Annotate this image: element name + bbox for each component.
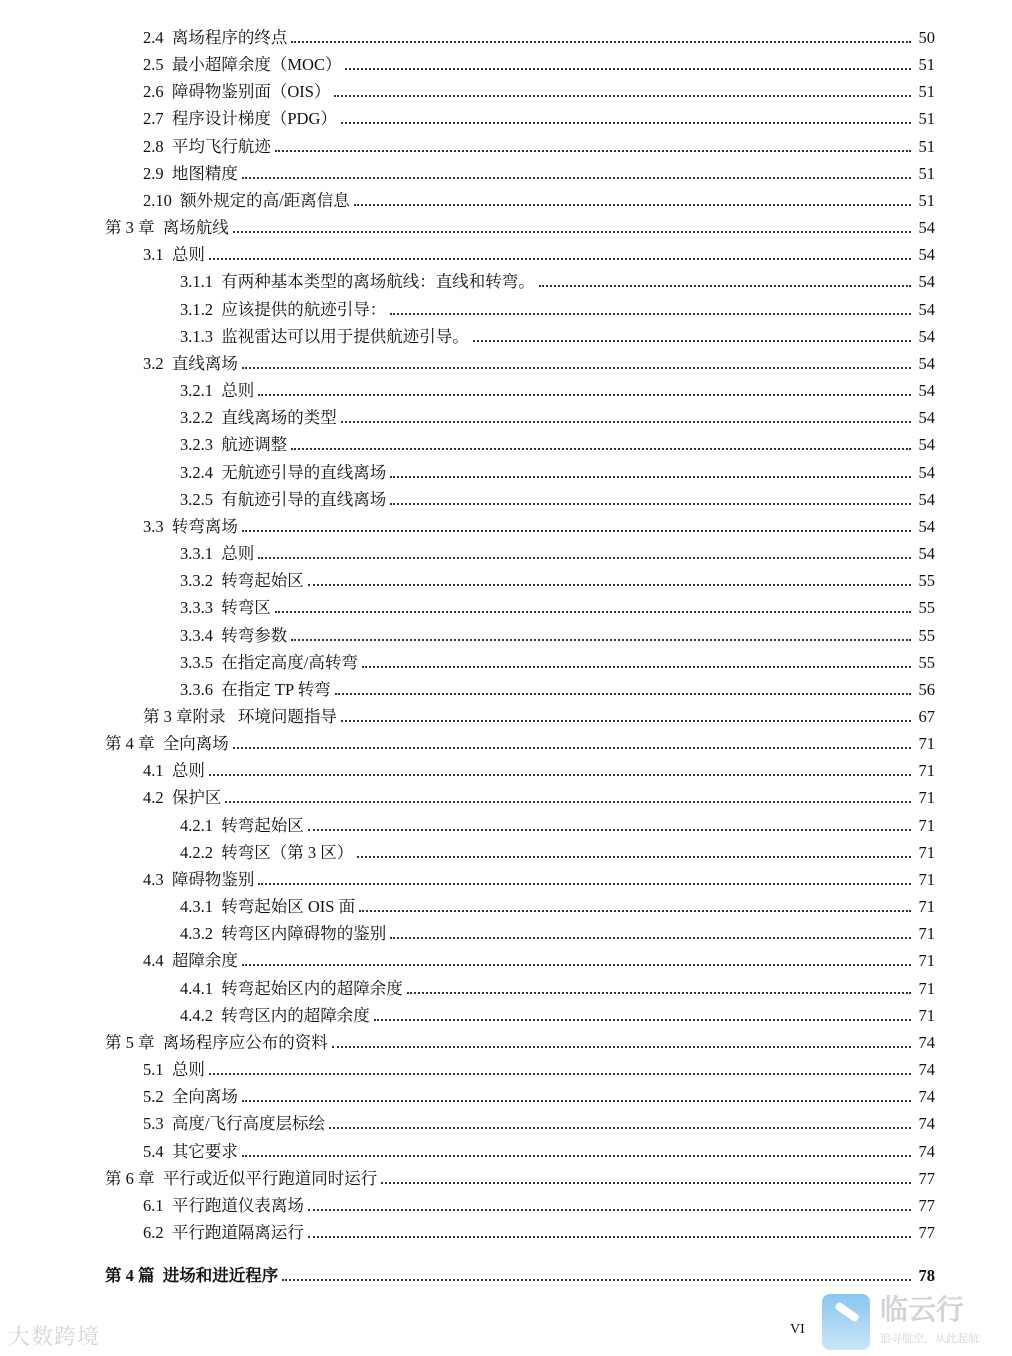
toc-entry-label: 6.1 平行跑道仪表离场	[143, 1195, 304, 1215]
toc-chapter-entry[interactable]	[105, 730, 935, 754]
toc-entry-page: 71	[918, 788, 935, 808]
leader-dots	[258, 883, 911, 885]
toc-subsection-entry[interactable]	[180, 893, 935, 917]
leader-dots	[374, 1019, 911, 1021]
watermark-slogan: 追寻航空，从此起航	[880, 1332, 979, 1345]
leader-dots	[345, 68, 911, 70]
leader-dots	[242, 964, 911, 966]
leader-dots	[209, 1073, 911, 1075]
toc-section-entry[interactable]	[143, 133, 935, 157]
toc-entry-page: 67	[918, 707, 935, 726]
watermark-left: 大数跨境	[8, 1325, 101, 1350]
toc-entry-page: 56	[918, 679, 935, 699]
leader-dots	[308, 1209, 911, 1211]
toc-entry-label: 第 5 章 离场程序应公布的资料	[105, 1032, 328, 1052]
toc-entry-label: 第 3 章附录 环境问题指导	[143, 707, 337, 726]
toc-subsection-entry[interactable]	[180, 676, 935, 700]
toc-entry-label: 第 6 章 平行或近似平行跑道同时运行	[105, 1168, 378, 1188]
leader-dots	[233, 231, 911, 233]
toc-entry-page: 54	[918, 408, 935, 428]
toc-section-entry[interactable]	[143, 947, 935, 971]
leader-dots	[357, 856, 911, 858]
toc-subsection-entry[interactable]	[180, 296, 935, 320]
toc-entry-page: 55	[918, 652, 935, 672]
leader-dots	[233, 747, 911, 749]
toc-subsection-entry[interactable]	[180, 1002, 935, 1026]
leader-dots	[258, 557, 911, 559]
toc-entry-label: 2.4 离场程序的终点	[143, 28, 288, 47]
toc-subsection-entry[interactable]	[180, 567, 935, 591]
toc-entry-page: 51	[918, 163, 935, 183]
toc-subsection-entry[interactable]	[180, 268, 935, 292]
toc-entry-label: 3.1 总则	[143, 245, 205, 265]
leader-dots	[242, 530, 911, 532]
toc-entry-page: 71	[918, 978, 935, 998]
leader-dots	[308, 1236, 911, 1238]
leader-dots	[308, 584, 911, 586]
leader-dots	[341, 421, 911, 423]
toc-subsection-entry[interactable]	[180, 323, 935, 347]
toc-entry-page: 51	[918, 82, 935, 102]
toc-entry-page: 74	[918, 1114, 935, 1134]
toc-entry-label: 5.2 全向离场	[143, 1087, 238, 1107]
leader-dots	[282, 1279, 911, 1281]
watermark-right	[822, 1294, 1007, 1354]
toc-section-entry[interactable]	[143, 105, 935, 129]
toc-entry-page: 51	[918, 190, 935, 210]
leader-dots	[362, 666, 911, 668]
leader-dots	[341, 720, 911, 722]
toc-section-entry[interactable]	[143, 784, 935, 808]
toc-section-entry[interactable]	[143, 160, 935, 184]
toc-section-entry[interactable]	[143, 1083, 935, 1107]
watermark-brand: 临云行	[880, 1293, 965, 1326]
toc-entry-label: 3.2.3 航迹调整	[180, 435, 288, 455]
leader-dots	[332, 1046, 911, 1048]
toc-entry-label: 3.2.2 直线离场的类型	[180, 408, 337, 428]
toc-entry-label: 3.1.3 监视雷达可以用于提供航迹引导。	[180, 326, 469, 346]
leader-dots	[291, 639, 911, 641]
toc-entry-page: 74	[918, 1032, 935, 1052]
toc-entry-page: 54	[918, 299, 935, 319]
toc-entry-label: 5.1 总则	[143, 1060, 205, 1080]
toc-entry-label: 3.2.4 无航迹引导的直线离场	[180, 462, 387, 482]
toc-section-entry[interactable]	[143, 757, 935, 781]
toc-entry-label: 3.3.6 在指定 TP 转弯	[180, 679, 331, 699]
leader-dots	[291, 41, 911, 43]
leader-dots	[209, 258, 911, 260]
leader-dots	[225, 801, 911, 803]
toc-section-entry[interactable]	[143, 1110, 935, 1134]
leader-dots	[473, 340, 911, 342]
toc-entry-label: 4.2.1 转弯起始区	[180, 815, 304, 835]
toc-entry-page: 74	[918, 1087, 935, 1107]
toc-section-entry[interactable]	[143, 1138, 935, 1162]
toc-entry-label: 第 4 章 全向离场	[105, 734, 229, 754]
leader-dots	[258, 394, 911, 396]
toc-entry-page: 71	[918, 734, 935, 754]
toc-entry-page: 71	[918, 869, 935, 889]
toc-entry-label: 3.3.5 在指定高度/高转弯	[180, 652, 358, 672]
toc-entry-label: 第 4 篇 进场和进近程序	[105, 1266, 279, 1285]
toc-entry-page: 71	[918, 897, 935, 917]
toc-entry-label: 4.2 保护区	[143, 788, 222, 808]
toc-section-entry[interactable]	[143, 24, 935, 48]
toc-section-entry[interactable]	[143, 78, 935, 102]
leader-dots	[381, 1182, 911, 1184]
toc-entry-label: 4.1 总则	[143, 761, 205, 781]
toc-subsection-entry[interactable]	[180, 812, 935, 836]
leader-dots	[275, 150, 911, 152]
leader-dots	[308, 829, 911, 831]
toc-entry-page: 71	[918, 815, 935, 835]
leader-dots	[334, 95, 911, 97]
toc-section-entry[interactable]	[143, 703, 935, 727]
toc-entry-label: 3.3 转弯离场	[143, 516, 238, 536]
toc-entry-label: 3.2 直线离场	[143, 353, 238, 373]
leader-dots	[242, 177, 911, 179]
leader-dots	[390, 313, 911, 315]
toc-entry-label: 2.8 平均飞行航迹	[143, 136, 271, 156]
toc-entry-label: 2.10 额外规定的高/距离信息	[143, 190, 350, 210]
toc-entry-label: 3.3.1 总则	[180, 544, 255, 564]
toc-entry-label: 2.6 障碍物鉴别面（OIS）	[143, 82, 331, 102]
leader-dots	[242, 1100, 911, 1102]
toc-entry-page: 77	[918, 1195, 935, 1215]
toc-entry-page: 71	[918, 951, 935, 971]
toc-entry-label: 3.3.4 转弯参数	[180, 625, 288, 645]
toc-entry-page: 51	[918, 55, 935, 75]
toc-entry-page: 71	[918, 1005, 935, 1025]
toc-subsection-entry[interactable]	[180, 540, 935, 564]
toc-subsection-entry[interactable]	[180, 649, 935, 673]
toc-entry-page: 77	[918, 1223, 935, 1243]
toc-entry-label: 4.3.2 转弯区内障碍物的鉴别	[180, 924, 387, 944]
toc-entry-page: 54	[918, 381, 935, 401]
page-number: VI	[790, 1322, 805, 1337]
toc-entry-page: 54	[918, 462, 935, 482]
toc-entry-page: 51	[918, 109, 935, 129]
toc-entry-page: 54	[918, 326, 935, 346]
toc-entry-page: 54	[918, 516, 935, 536]
leader-dots	[359, 910, 911, 912]
toc-entry-label: 3.3.3 转弯区	[180, 598, 271, 618]
toc-entry-page: 71	[918, 842, 935, 862]
toc-entry-label: 4.4.2 转弯区内的超障余度	[180, 1005, 370, 1025]
leader-dots	[275, 611, 911, 613]
toc-entry-label: 第 3 章 离场航线	[105, 218, 229, 238]
toc-entry-page: 54	[918, 489, 935, 509]
toc-entry-page: 77	[918, 1168, 935, 1188]
toc-entry-label: 4.4.1 转弯起始区内的超障余度	[180, 978, 403, 998]
leader-dots	[209, 774, 911, 776]
toc-subsection-entry[interactable]	[180, 920, 935, 944]
toc-part-entry[interactable]	[105, 1262, 935, 1286]
toc-chapter-entry[interactable]	[105, 214, 935, 238]
toc-subsection-entry[interactable]	[180, 594, 935, 618]
toc-subsection-entry[interactable]	[180, 377, 935, 401]
toc-entry-page: 54	[918, 218, 935, 238]
toc-section-entry[interactable]	[143, 1219, 935, 1243]
leader-dots	[242, 367, 911, 369]
toc-entry-page: 78	[918, 1266, 935, 1285]
toc-entry-page: 54	[918, 272, 935, 292]
toc-entry-label: 6.2 平行跑道隔离运行	[143, 1223, 304, 1243]
leader-dots	[390, 503, 911, 505]
toc-entry-label: 3.1.1 有两种基本类型的离场航线：直线和转弯。	[180, 272, 535, 292]
toc-entry-page: 55	[918, 571, 935, 591]
toc-entry-label: 3.2.5 有航迹引导的直线离场	[180, 489, 387, 509]
toc-entry-page: 54	[918, 544, 935, 564]
toc-entry-label: 4.4 超障余度	[143, 951, 238, 971]
toc-chapter-entry[interactable]	[105, 1165, 935, 1189]
leader-dots	[390, 476, 911, 478]
toc-entry-page: 55	[918, 625, 935, 645]
toc-entry-label: 4.3 障碍物鉴别	[143, 869, 255, 889]
toc-entry-page: 54	[918, 245, 935, 265]
toc-entry-label: 4.2.2 转弯区（第 3 区）	[180, 842, 354, 862]
toc-entry-page: 50	[918, 28, 935, 47]
toc-subsection-entry[interactable]	[180, 486, 935, 510]
toc-chapter-entry[interactable]	[105, 1029, 935, 1053]
toc-entry-page: 71	[918, 924, 935, 944]
leader-dots	[242, 1155, 911, 1157]
toc-entry-page: 74	[918, 1141, 935, 1161]
airplane-logo-icon	[822, 1294, 870, 1350]
toc-subsection-entry[interactable]	[180, 839, 935, 863]
toc-entry-label: 2.7 程序设计梯度（PDG）	[143, 109, 337, 129]
toc-section-entry[interactable]	[143, 1056, 935, 1080]
leader-dots	[341, 122, 911, 124]
leader-dots	[329, 1127, 911, 1129]
toc-entry-page: 74	[918, 1060, 935, 1080]
toc-entry-page: 54	[918, 353, 935, 373]
toc-entry-page: 51	[918, 136, 935, 156]
toc-section-entry[interactable]	[143, 1192, 935, 1216]
leader-dots	[335, 693, 911, 695]
toc-entry-label: 5.3 高度/飞行高度层标绘	[143, 1114, 325, 1134]
toc-subsection-entry[interactable]	[180, 459, 935, 483]
toc-section-entry[interactable]	[143, 187, 935, 211]
leader-dots	[407, 992, 911, 994]
toc-entry-label: 3.3.2 转弯起始区	[180, 571, 304, 591]
leader-dots	[354, 204, 911, 206]
toc-entry-page: 54	[918, 435, 935, 455]
toc-section-entry[interactable]	[143, 513, 935, 537]
toc-section-entry[interactable]	[143, 241, 935, 265]
toc-subsection-entry[interactable]	[180, 431, 935, 455]
toc-entry-page: 55	[918, 598, 935, 618]
toc-entry-label: 4.3.1 转弯起始区 OIS 面	[180, 897, 356, 917]
toc-section-entry[interactable]	[143, 866, 935, 890]
toc-entry-label: 3.1.2 应该提供的航迹引导：	[180, 299, 387, 319]
toc-section-entry[interactable]	[143, 51, 935, 75]
leader-dots	[390, 937, 911, 939]
toc-section-entry[interactable]	[143, 350, 935, 374]
toc-subsection-entry[interactable]	[180, 622, 935, 646]
toc-entry-page: 71	[918, 761, 935, 781]
toc-entry-label: 3.2.1 总则	[180, 381, 255, 401]
leader-dots	[539, 285, 911, 287]
leader-dots	[291, 448, 911, 450]
toc-entry-label: 2.9 地图精度	[143, 163, 238, 183]
toc-entry-label: 5.4 其它要求	[143, 1141, 238, 1161]
toc-subsection-entry[interactable]	[180, 404, 935, 428]
toc-subsection-entry[interactable]	[180, 975, 935, 999]
toc-entry-label: 2.5 最小超障余度（MOC）	[143, 55, 342, 75]
